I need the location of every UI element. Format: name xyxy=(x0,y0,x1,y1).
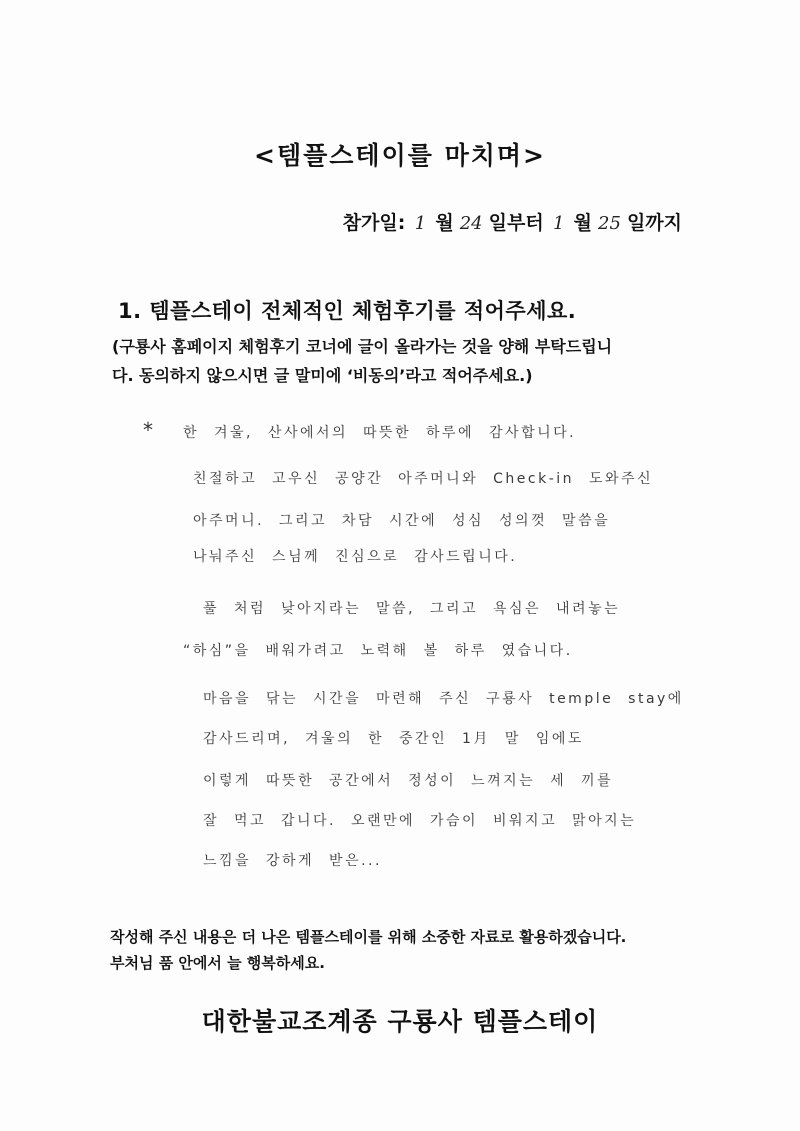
dates-label: 참가일: xyxy=(342,212,406,234)
footer-note xyxy=(110,924,626,976)
note-line-2: 다. 동의하지 않으시면 글 말미에 ‘비동의’라고 적어주세요.) xyxy=(112,366,533,385)
section-1-heading: 1. 템플스테이 전체적인 체험후기를 적어주세요. xyxy=(118,299,577,323)
review-line: 풀 처럼 낮아지라는 말씀, 그리고 욕심은 내려놓는 xyxy=(203,601,621,617)
review-line: 느낌을 강하게 받은... xyxy=(203,853,382,869)
note-line-1: (구룡사 홈페이지 체험후기 코너에 글이 올라가는 것을 양해 부탁드립니 xyxy=(112,337,613,356)
review-line: 이렇게 따뜻한 공간에서 정성이 느껴지는 세 끼를 xyxy=(203,773,614,789)
review-line: 마음을 닦는 시간을 마련해 주신 구룡사 temple stay에 xyxy=(203,691,684,707)
review-line: 아주머니. 그리고 차담 시간에 성심 성의껏 말씀을 xyxy=(193,513,611,529)
review-line: 감사드리며, 겨울의 한 중간인 1月 말 임에도 xyxy=(203,731,584,747)
section-1-note xyxy=(112,332,712,390)
month-unit-1: 월 xyxy=(435,212,454,234)
start-month-value: 1 xyxy=(414,213,427,234)
review-line: 나눠주신 스님께 진심으로 감사드립니다. xyxy=(193,549,518,565)
participation-dates xyxy=(343,208,682,235)
from-label: 일부터 xyxy=(488,212,544,234)
review-line: 친절하고 고우신 공양간 아주머니와 Check-in 도와주신 xyxy=(193,471,654,487)
page-title: <템플스테이를 마치며> xyxy=(254,141,546,170)
month-unit-2: 월 xyxy=(573,212,593,234)
asterisk-bullet: * xyxy=(143,418,156,442)
temple-signature: 대한불교조계종 구룡사 템플스테이 xyxy=(201,1007,599,1036)
end-day-value: 25 xyxy=(598,213,621,234)
review-line: “하심”을 배워가려고 노력해 볼 하루 였습니다. xyxy=(183,643,573,659)
end-month-value: 1 xyxy=(552,213,565,234)
footer-note-line-2: 부처님 품 안에서 늘 행복하세요. xyxy=(110,954,325,972)
review-line: 한 겨울, 산사에서의 따뜻한 하루에 감사합니다. xyxy=(183,425,577,441)
review-line: 잘 먹고 갑니다. 오랜만에 가슴이 비워지고 맑아지는 xyxy=(203,813,637,829)
start-day-value: 24 xyxy=(459,213,483,234)
footer-note-line-1: 작성해 주신 내용은 더 나은 템플스테이를 위해 소중한 자료로 활용하겠습니다. xyxy=(110,928,627,946)
until-label: 일까지 xyxy=(626,212,682,234)
